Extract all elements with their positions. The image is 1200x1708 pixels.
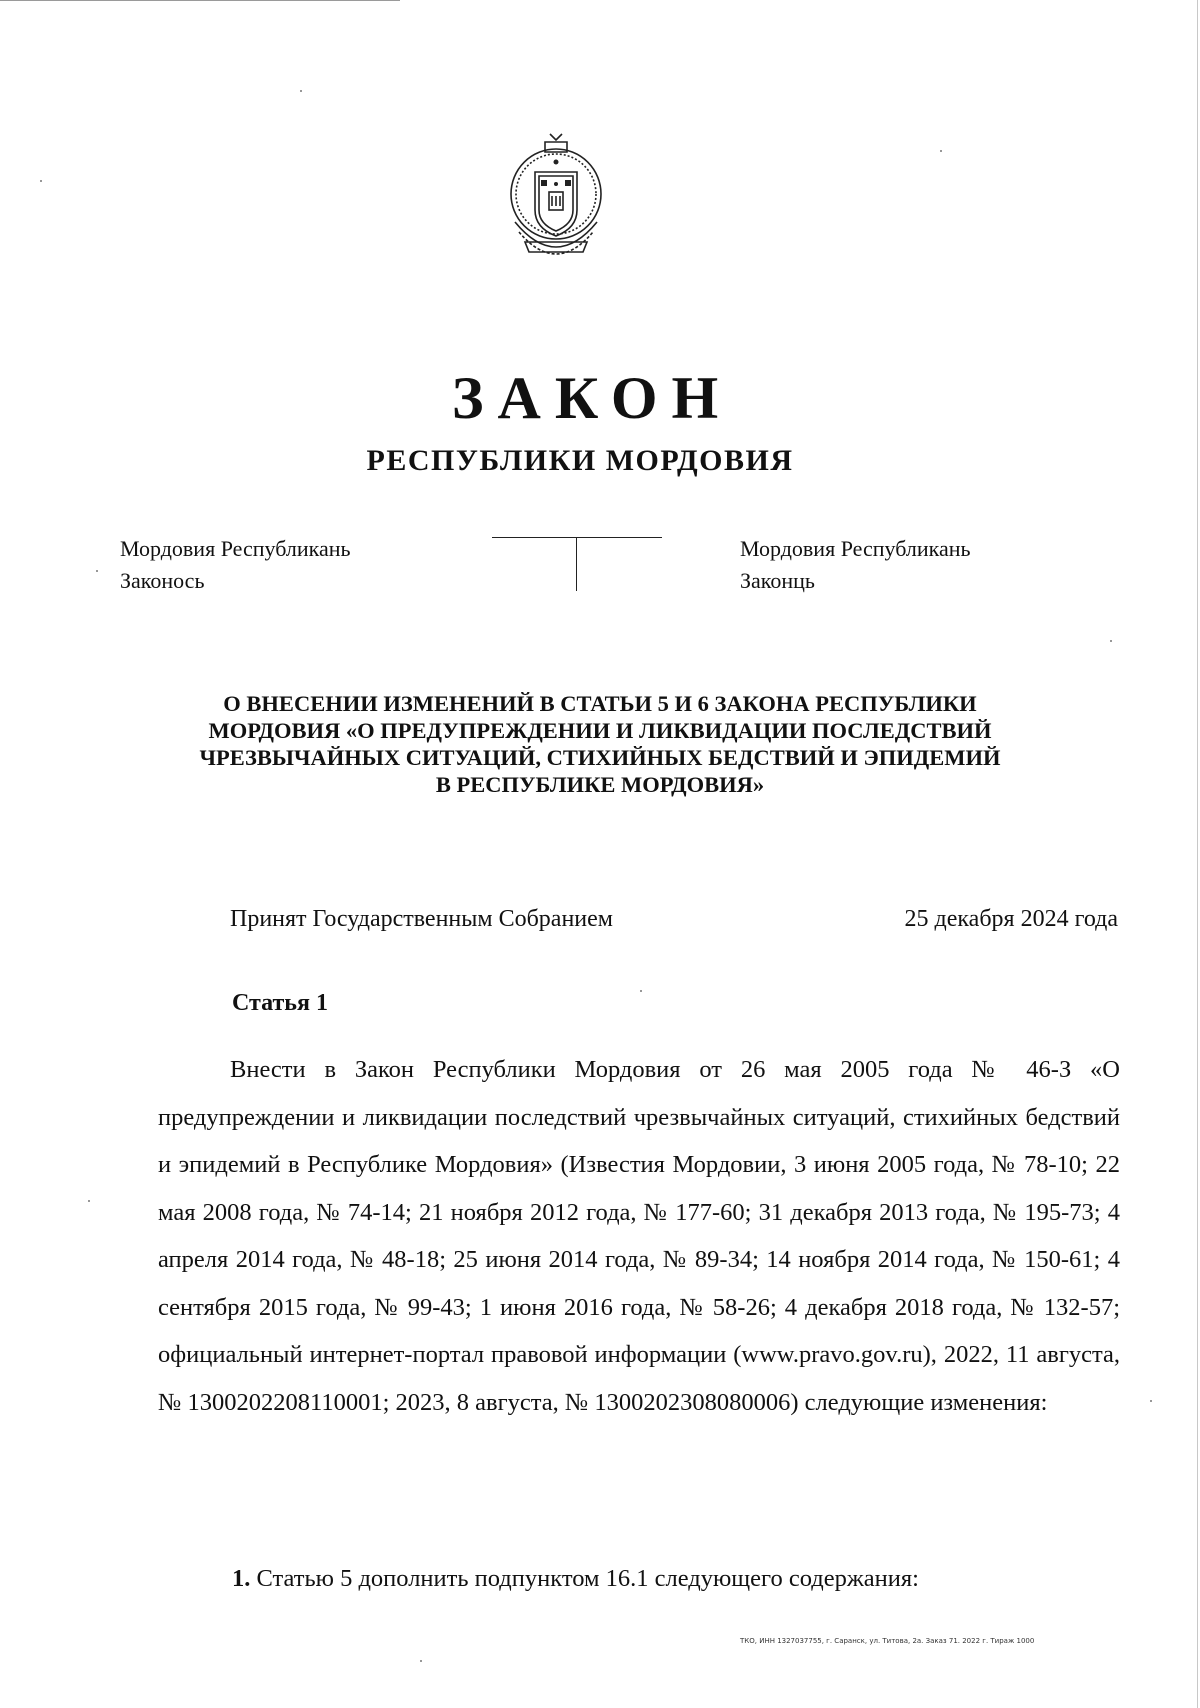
scan-edge-top [0,0,400,1]
header-left-block [120,533,351,597]
coat-of-arms-emblem [505,132,607,280]
law-title-line-4: В РЕСПУБЛИКЕ МОРДОВИЯ» [435,772,765,797]
scan-speck [1110,640,1112,642]
article-item [232,1565,919,1593]
header-right-block [740,533,971,597]
scan-speck [96,570,98,572]
law-title [150,690,1050,798]
scan-edge-right [1197,0,1198,1708]
scan-speck [300,90,302,92]
header-right-line-2: Законць [740,568,815,593]
scan-speck [1150,1400,1152,1402]
article-item-text: Статью 5 дополнить подпунктом 16.1 следующего содержания: [256,1565,919,1592]
document-title: ЗАКОН [451,365,733,431]
scan-speck [940,150,942,152]
scan-speck [640,990,642,992]
article-item-number: 1. [232,1565,251,1592]
article-body [158,1046,1120,1426]
document-subtitle: РЕСПУБЛИКИ МОРДОВИЯ [366,444,794,477]
scan-speck [40,180,42,182]
law-title-line-1: О ВНЕСЕНИИ ИЗМЕНЕНИЙ В СТАТЬИ 5 И 6 ЗАКОНА РЕСПУБЛИКИ [223,691,977,716]
adoption-date: 25 декабря 2024 года [904,906,1118,932]
adoption-label: Принят Государственным Собранием [230,906,613,932]
article-heading: Статья 1 [232,990,328,1016]
header-left-line-1: Мордовия Республикань [120,536,351,561]
header-divider-vertical [576,537,577,591]
scan-speck [420,1660,422,1662]
header-left-line-2: Законось [120,568,205,593]
header-divider-horizontal [492,537,662,538]
scan-speck [88,1200,90,1202]
law-title-line-2: МОРДОВИЯ «О ПРЕДУПРЕЖДЕНИИ И ЛИКВИДАЦИИ ПОСЛЕДСТВИЙ [208,718,992,743]
law-title-line-3: ЧРЕЗВЫЧАЙНЫХ СИТУАЦИЙ, СТИХИЙНЫХ БЕДСТВИЙ И ЭПИДЕМИЙ [199,745,1001,770]
header-right-line-1: Мордовия Республикань [740,536,971,561]
article-paragraph: Внести в Закон Республики Мордовия от 26 мая 2005 года № 46-З «О предупреждении и ликвидации последствий чрезвычайных ситуаций, стихийных бедствий и эпидемий в Республике Мордовия» (Известия Мордовии, 3 июня 2005 года, № 78-10; 22 мая 2008 года, № 74-14; 21 ноября 2012 года, № 177-60; 31 декабря 2013 года, № 195-73; 4 апреля 2014 года, № 48-18; 25 июня 2014 года, № 89-34; 14 ноября 2014 года, № 150-61; 4 сентября 2015 года, № 99-43; 1 июня 2016 года, № 58-26; 4 декабря 2018 года, № 132-57; официальный интернет-портал правовой информации (www.pravo.gov.ru), 2022, 11 августа, № 1300202208110001; 2023, 8 августа, № 1300202308080006) следующие изменения: [158,1056,1120,1416]
print-footer: ТКО, ИНН 1327037755, г. Саранск, ул. Титова, 2а. Заказ 71. 2022 г. Тираж 1000 [740,1637,1035,1645]
